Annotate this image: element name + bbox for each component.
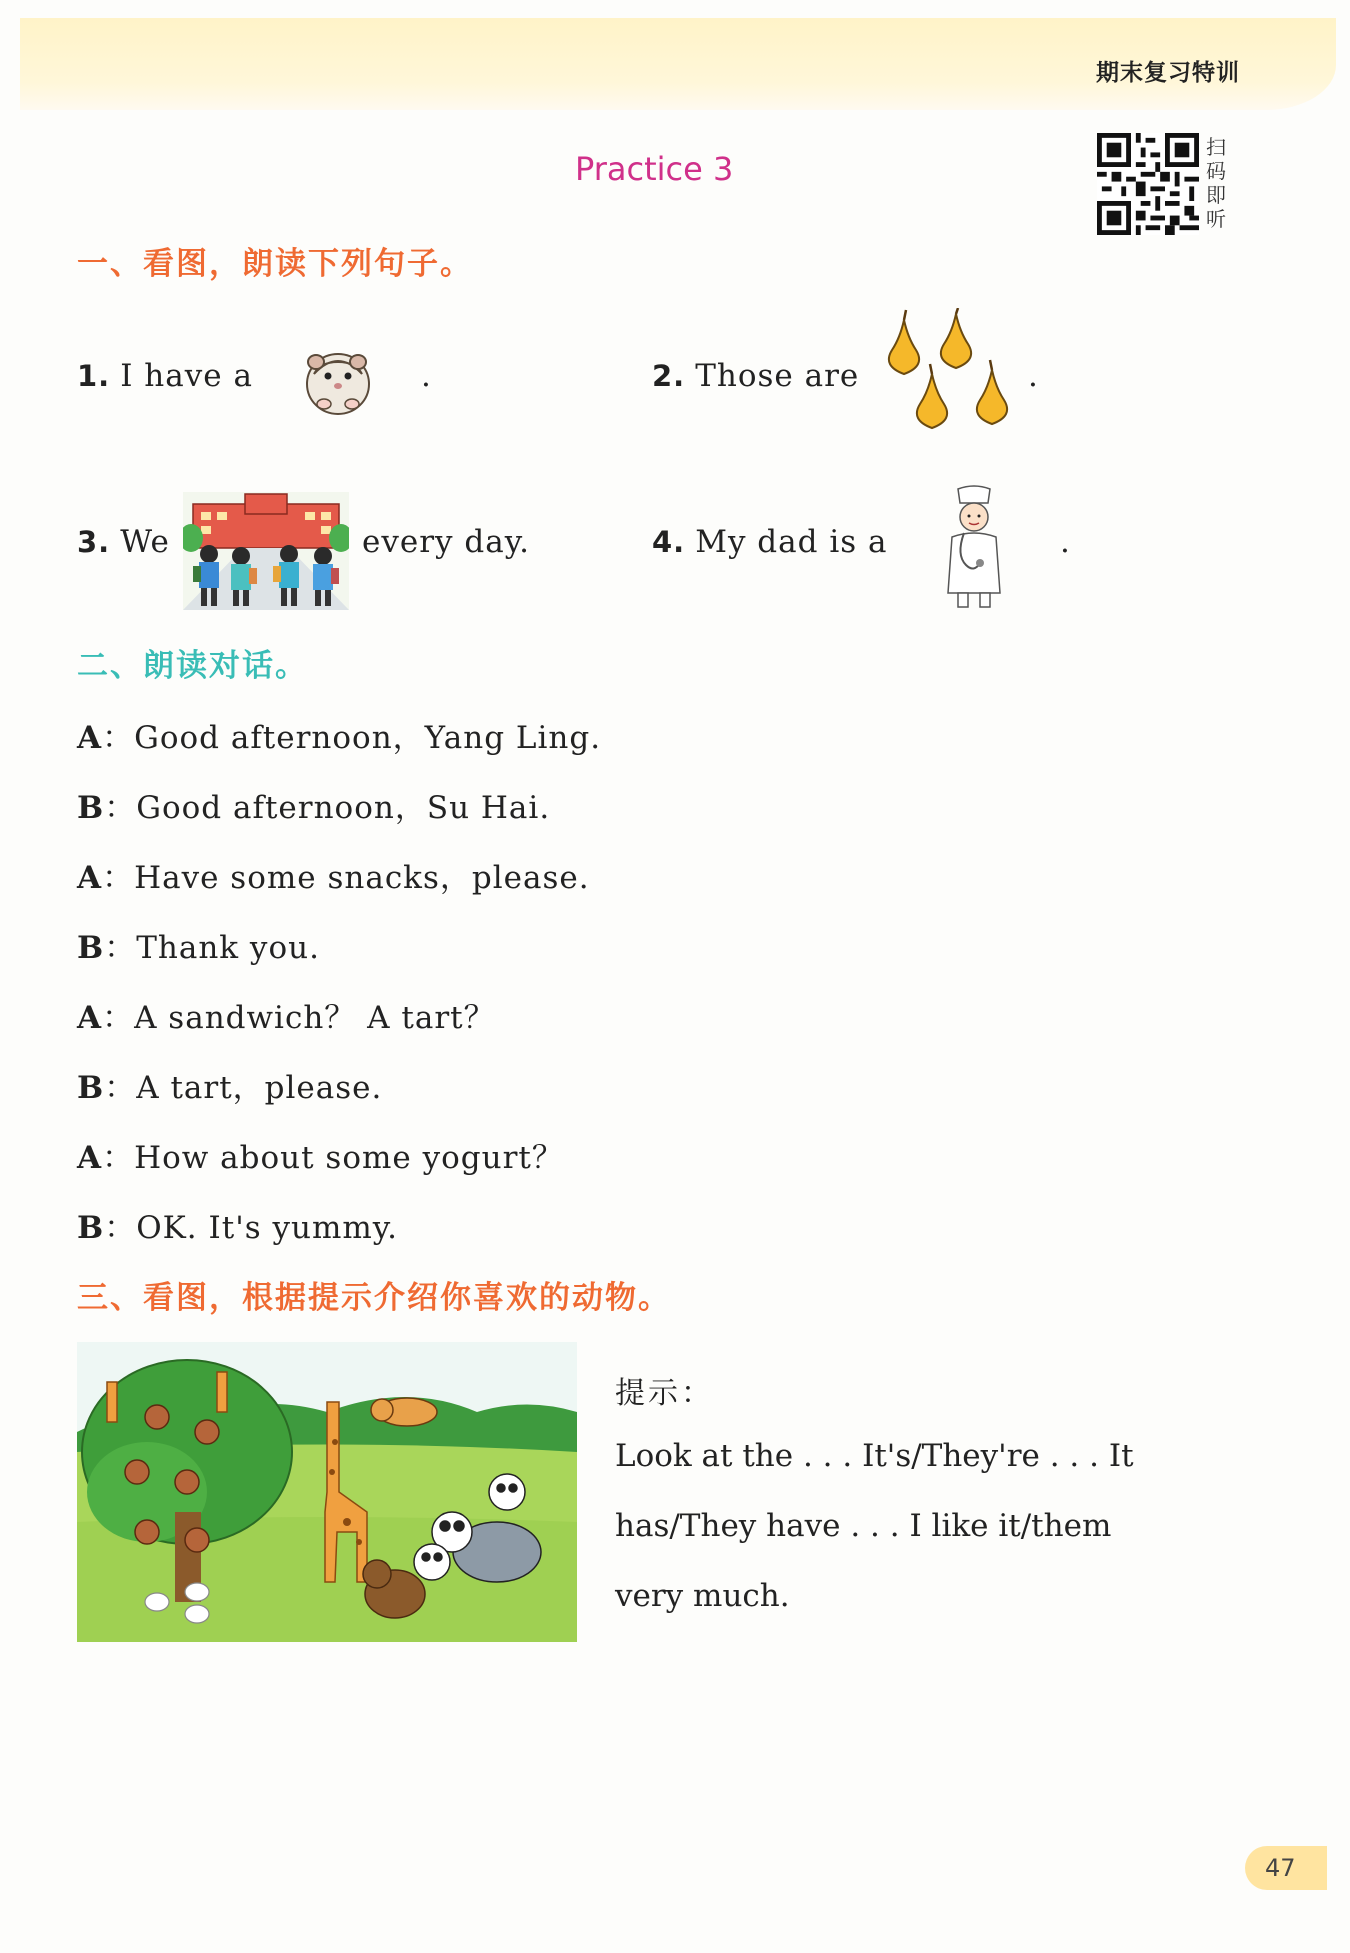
dialogue-text: Thank you. — [136, 930, 320, 966]
speaker-label: B — [77, 1070, 105, 1106]
hamster-icon — [300, 340, 376, 418]
qr-caption-char: 扫 — [1206, 135, 1226, 159]
question-number: 3. — [77, 525, 111, 559]
question-1 — [77, 358, 253, 394]
dialogue-line — [77, 1062, 382, 1107]
speaker-label: B — [77, 1210, 105, 1246]
pears-icon — [878, 308, 1022, 444]
dialogue-line — [77, 782, 550, 827]
section-2-heading: 二、朗读对话。 — [77, 648, 308, 684]
dialogue-text: Good afternoon，Yang Ling. — [134, 720, 602, 756]
question-3 — [77, 524, 170, 560]
students-school-icon — [183, 492, 349, 610]
speaker-separator: ： — [102, 1000, 135, 1036]
speaker-label: A — [77, 1000, 103, 1036]
section-1-heading: 一、看图，朗读下列句子。 — [77, 246, 473, 282]
speaker-separator: ： — [104, 1070, 137, 1106]
dialogue-text: OK. It's yummy. — [136, 1210, 398, 1246]
page-number: 47 — [1245, 1846, 1327, 1890]
header-label: 期末复习特训 — [1096, 60, 1240, 86]
qr-caption-char: 码 — [1206, 159, 1226, 183]
hint-line: very much. — [615, 1578, 790, 1614]
zoo-scene-illustration — [77, 1342, 577, 1642]
question-text: Those are — [695, 358, 860, 394]
speaker-separator: ： — [102, 1140, 135, 1176]
qr-code-icon[interactable] — [1097, 133, 1199, 235]
question-number: 2. — [652, 359, 686, 393]
qr-caption — [1206, 135, 1232, 231]
speaker-label: A — [77, 720, 103, 756]
qr-caption-char: 听 — [1206, 207, 1226, 231]
speaker-separator: ： — [102, 720, 135, 756]
question-4 — [652, 524, 888, 560]
hint-title: 提示： — [615, 1376, 714, 1411]
page-title: Practice 3 — [575, 150, 734, 188]
question-2 — [652, 358, 859, 394]
qr-caption-char: 即 — [1206, 183, 1226, 207]
dialogue-line — [77, 992, 496, 1037]
question-text: I have a — [120, 358, 253, 394]
dialogue-text: A sandwich？ A tart？ — [134, 1000, 496, 1036]
speaker-separator: ： — [102, 860, 135, 896]
question-number: 4. — [652, 525, 686, 559]
question-2-end: . — [1028, 358, 1039, 394]
question-text: We — [120, 524, 170, 560]
hint-line: Look at the . . . It's/They're . . . It — [615, 1438, 1134, 1474]
dialogue-line — [77, 1132, 564, 1177]
speaker-separator: ： — [104, 930, 137, 966]
dialogue-line — [77, 852, 590, 897]
speaker-separator: ： — [104, 790, 137, 826]
question-number: 1. — [77, 359, 111, 393]
dialogue-line — [77, 1202, 398, 1247]
hint-line: has/They have . . . I like it/them — [615, 1508, 1112, 1544]
speaker-label: B — [77, 930, 105, 966]
question-4-end: . — [1060, 524, 1071, 560]
speaker-label: B — [77, 790, 105, 826]
question-3-end: every day. — [362, 524, 530, 560]
question-text: My dad is a — [695, 524, 888, 560]
question-1-end: . — [421, 358, 432, 394]
dialogue-line — [77, 922, 320, 967]
speaker-label: A — [77, 860, 103, 896]
speaker-separator: ： — [104, 1210, 137, 1246]
speaker-label: A — [77, 1140, 103, 1176]
doctor-icon — [934, 485, 1014, 610]
dialogue-text: How about some yogurt？ — [134, 1140, 564, 1176]
dialogue-text: Have some snacks，please. — [134, 860, 590, 896]
section-3-heading: 三、看图，根据提示介绍你喜欢的动物。 — [77, 1280, 671, 1316]
dialogue-text: A tart，please. — [136, 1070, 383, 1106]
dialogue-text: Good afternoon，Su Hai. — [136, 790, 551, 826]
dialogue-line — [77, 712, 601, 757]
